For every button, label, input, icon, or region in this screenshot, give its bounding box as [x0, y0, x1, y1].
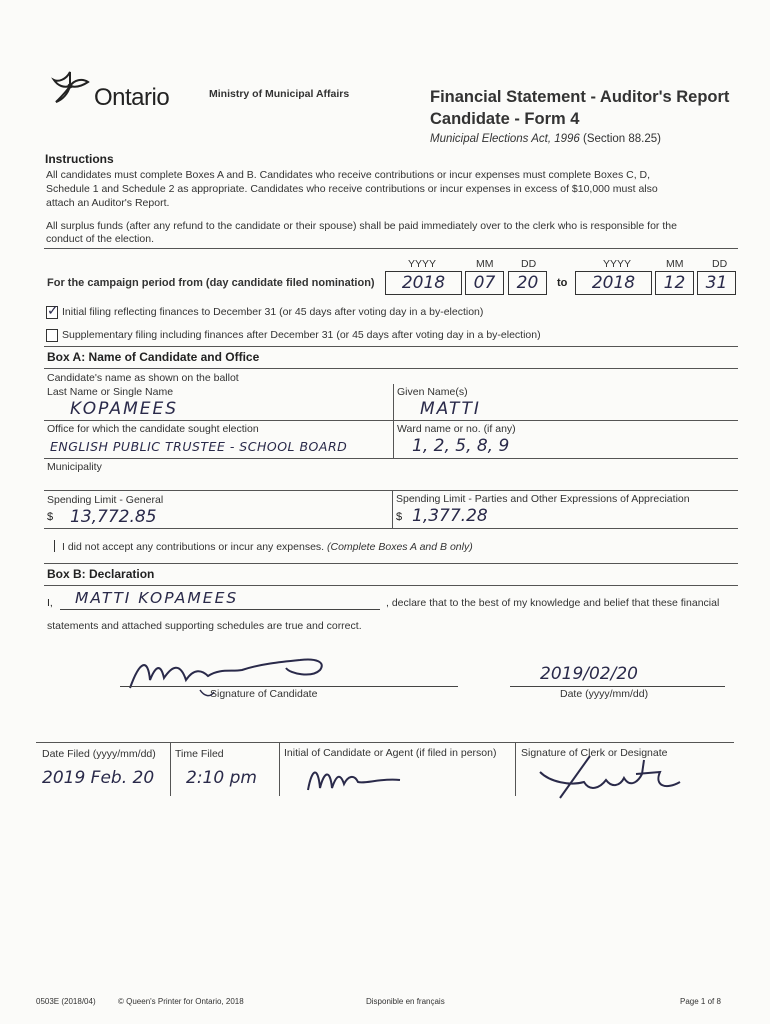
spending-general-currency: $: [47, 511, 54, 523]
initial-filing-checkbox[interactable]: [46, 302, 59, 319]
from-day-field[interactable]: 20: [508, 271, 547, 295]
spending-general-label: Spending Limit - General: [47, 494, 164, 506]
instructions-paragraph-2: [46, 220, 746, 246]
last-name-label: Last Name or Single Name: [47, 386, 174, 398]
signature-label: Signature of Candidate: [210, 688, 318, 700]
date-filed-field[interactable]: 2019 Feb. 20: [42, 768, 155, 788]
from-dd-label: DD: [521, 258, 537, 270]
no-contributions-label: I did not accept any contributions or incur any expenses.: [62, 541, 325, 553]
page-number: Page 1 of 8: [680, 997, 721, 1006]
to-yyyy-label: YYYY: [603, 258, 632, 270]
form-code: 0503E (2018/04): [36, 997, 96, 1006]
check-mark-icon: ✓: [47, 302, 59, 318]
date-filed-label: Date Filed (yyyy/mm/dd): [42, 748, 156, 760]
supplementary-filing-checkbox[interactable]: [46, 329, 58, 342]
instructions-p1-line2: Schedule 1 and Schedule 2 as appropriate. Candidates who receive contributions or incur expenses in excess of $10,000 must also: [46, 183, 658, 195]
spending-parties-label: Spending Limit - Parties and Other Expressions of Appreciation: [396, 493, 690, 505]
instructions-paragraph-1: [46, 168, 746, 210]
ministry-name: Ministry of Municipal Affairs: [209, 88, 350, 100]
office-label: Office for which the candidate sought election: [47, 423, 259, 435]
divider: [279, 742, 280, 796]
to-year-field[interactable]: 2018: [575, 271, 652, 295]
declaration-line1: , declare that to the best of my knowledge and belief that these financial: [386, 597, 720, 609]
divider: [44, 563, 738, 564]
office-field[interactable]: ENGLISH PUBLIC TRUSTEE - SCHOOL BOARD: [50, 439, 348, 454]
no-contributions-text: [62, 541, 473, 553]
spending-general-field[interactable]: 13,772.85: [70, 507, 157, 527]
to-dd-label: DD: [712, 258, 728, 270]
divider: [170, 742, 171, 796]
ward-field[interactable]: 1, 2, 5, 8, 9: [412, 436, 510, 456]
box-a-title: Box A: Name of Candidate and Office: [47, 350, 260, 364]
to-label: to: [557, 277, 568, 289]
declarant-name-field[interactable]: MATTI KOPAMEES: [75, 589, 239, 607]
from-month-field[interactable]: 07: [465, 271, 504, 295]
logo-wordmark: Ontario: [94, 84, 170, 111]
spending-parties-field[interactable]: 1,377.28: [412, 506, 488, 526]
act-name: Municipal Elections Act, 1996: [430, 133, 580, 145]
municipality-label: Municipality: [47, 461, 102, 473]
divider: [44, 458, 738, 459]
copyright: © Queen's Printer for Ontario, 2018: [118, 997, 244, 1006]
initial-filing-label: Initial filing reflecting finances to December 31 (or 45 days after voting day in a by-election): [62, 306, 484, 318]
declarant-underline: [60, 609, 380, 610]
divider: [392, 490, 393, 528]
no-contributions-checkbox[interactable]: [54, 540, 58, 552]
from-mm-label: MM: [476, 258, 494, 270]
instructions-p1-line3: attach an Auditor's Report.: [46, 197, 170, 209]
to-day-field[interactable]: 31: [697, 271, 736, 295]
time-filed-field[interactable]: 2:10 pm: [186, 768, 257, 788]
to-mm-label: MM: [666, 258, 684, 270]
given-names-label: Given Name(s): [397, 386, 468, 398]
to-month-field[interactable]: 12: [655, 271, 694, 295]
supplementary-filing-label: Supplementary filing including finances after December 31 (or 45 days after voting day in a by-election): [62, 329, 541, 341]
time-filed-label: Time Filed: [175, 748, 224, 760]
signature-underline: [120, 686, 458, 687]
trillium-icon: [48, 66, 92, 110]
divider: [515, 742, 516, 796]
divider: [44, 346, 738, 347]
last-name-field[interactable]: KOPAMEES: [70, 399, 179, 419]
divider: [44, 368, 738, 369]
box-b-title: Box B: Declaration: [47, 567, 155, 581]
divider: [393, 384, 394, 459]
form-title-line1: Financial Statement - Auditor's Report: [430, 88, 730, 106]
french-available: Disponible en français: [366, 997, 445, 1006]
instructions-p1-line1: All candidates must complete Boxes A and B. Candidates who receive contributions or incur expenses must complete Boxes C, D,: [46, 169, 651, 181]
divider: [44, 248, 738, 249]
given-names-field[interactable]: MATTI: [420, 399, 481, 419]
campaign-period-label: For the campaign period from (day candidate filed nomination): [47, 277, 375, 289]
divider: [44, 420, 738, 421]
declaration-line2: statements and attached supporting schedules are true and correct.: [47, 620, 362, 632]
clerk-signature-label: Signature of Clerk or Designate: [521, 747, 668, 759]
divider: [44, 528, 738, 529]
spending-parties-currency: $: [396, 511, 403, 523]
from-yyyy-label: YYYY: [408, 258, 437, 270]
no-contributions-note: (Complete Boxes A and B only): [327, 541, 473, 553]
divider: [44, 490, 738, 491]
divider: [44, 585, 738, 586]
name-on-ballot-label: Candidate's name as shown on the ballot: [47, 372, 239, 384]
form-title: [430, 86, 750, 145]
initial-agent-label: Initial of Candidate or Agent (if filed in person): [284, 747, 497, 759]
declaration-prefix: I,: [47, 597, 53, 609]
ward-label: Ward name or no. (if any): [397, 423, 516, 435]
date-underline: [510, 686, 725, 687]
act-section: (Section 88.25): [583, 133, 661, 145]
agent-initial-signature: [300, 758, 420, 798]
from-year-field[interactable]: 2018: [385, 271, 462, 295]
clerk-signature: [520, 752, 690, 802]
ontario-logo: [48, 66, 198, 116]
instructions-heading: Instructions: [45, 152, 114, 166]
instructions-p2-line2: conduct of the election.: [46, 233, 154, 245]
form-title-line2: Candidate - Form 4: [430, 110, 580, 128]
declaration-date-label: Date (yyyy/mm/dd): [560, 688, 649, 700]
declaration-date-field[interactable]: 2019/02/20: [540, 664, 638, 684]
divider: [36, 742, 734, 743]
form-act: [430, 133, 750, 145]
instructions-p2-line1: All surplus funds (after any refund to the candidate or their spouse) shall be paid immediately over to the clerk who is responsible for the: [46, 220, 677, 232]
